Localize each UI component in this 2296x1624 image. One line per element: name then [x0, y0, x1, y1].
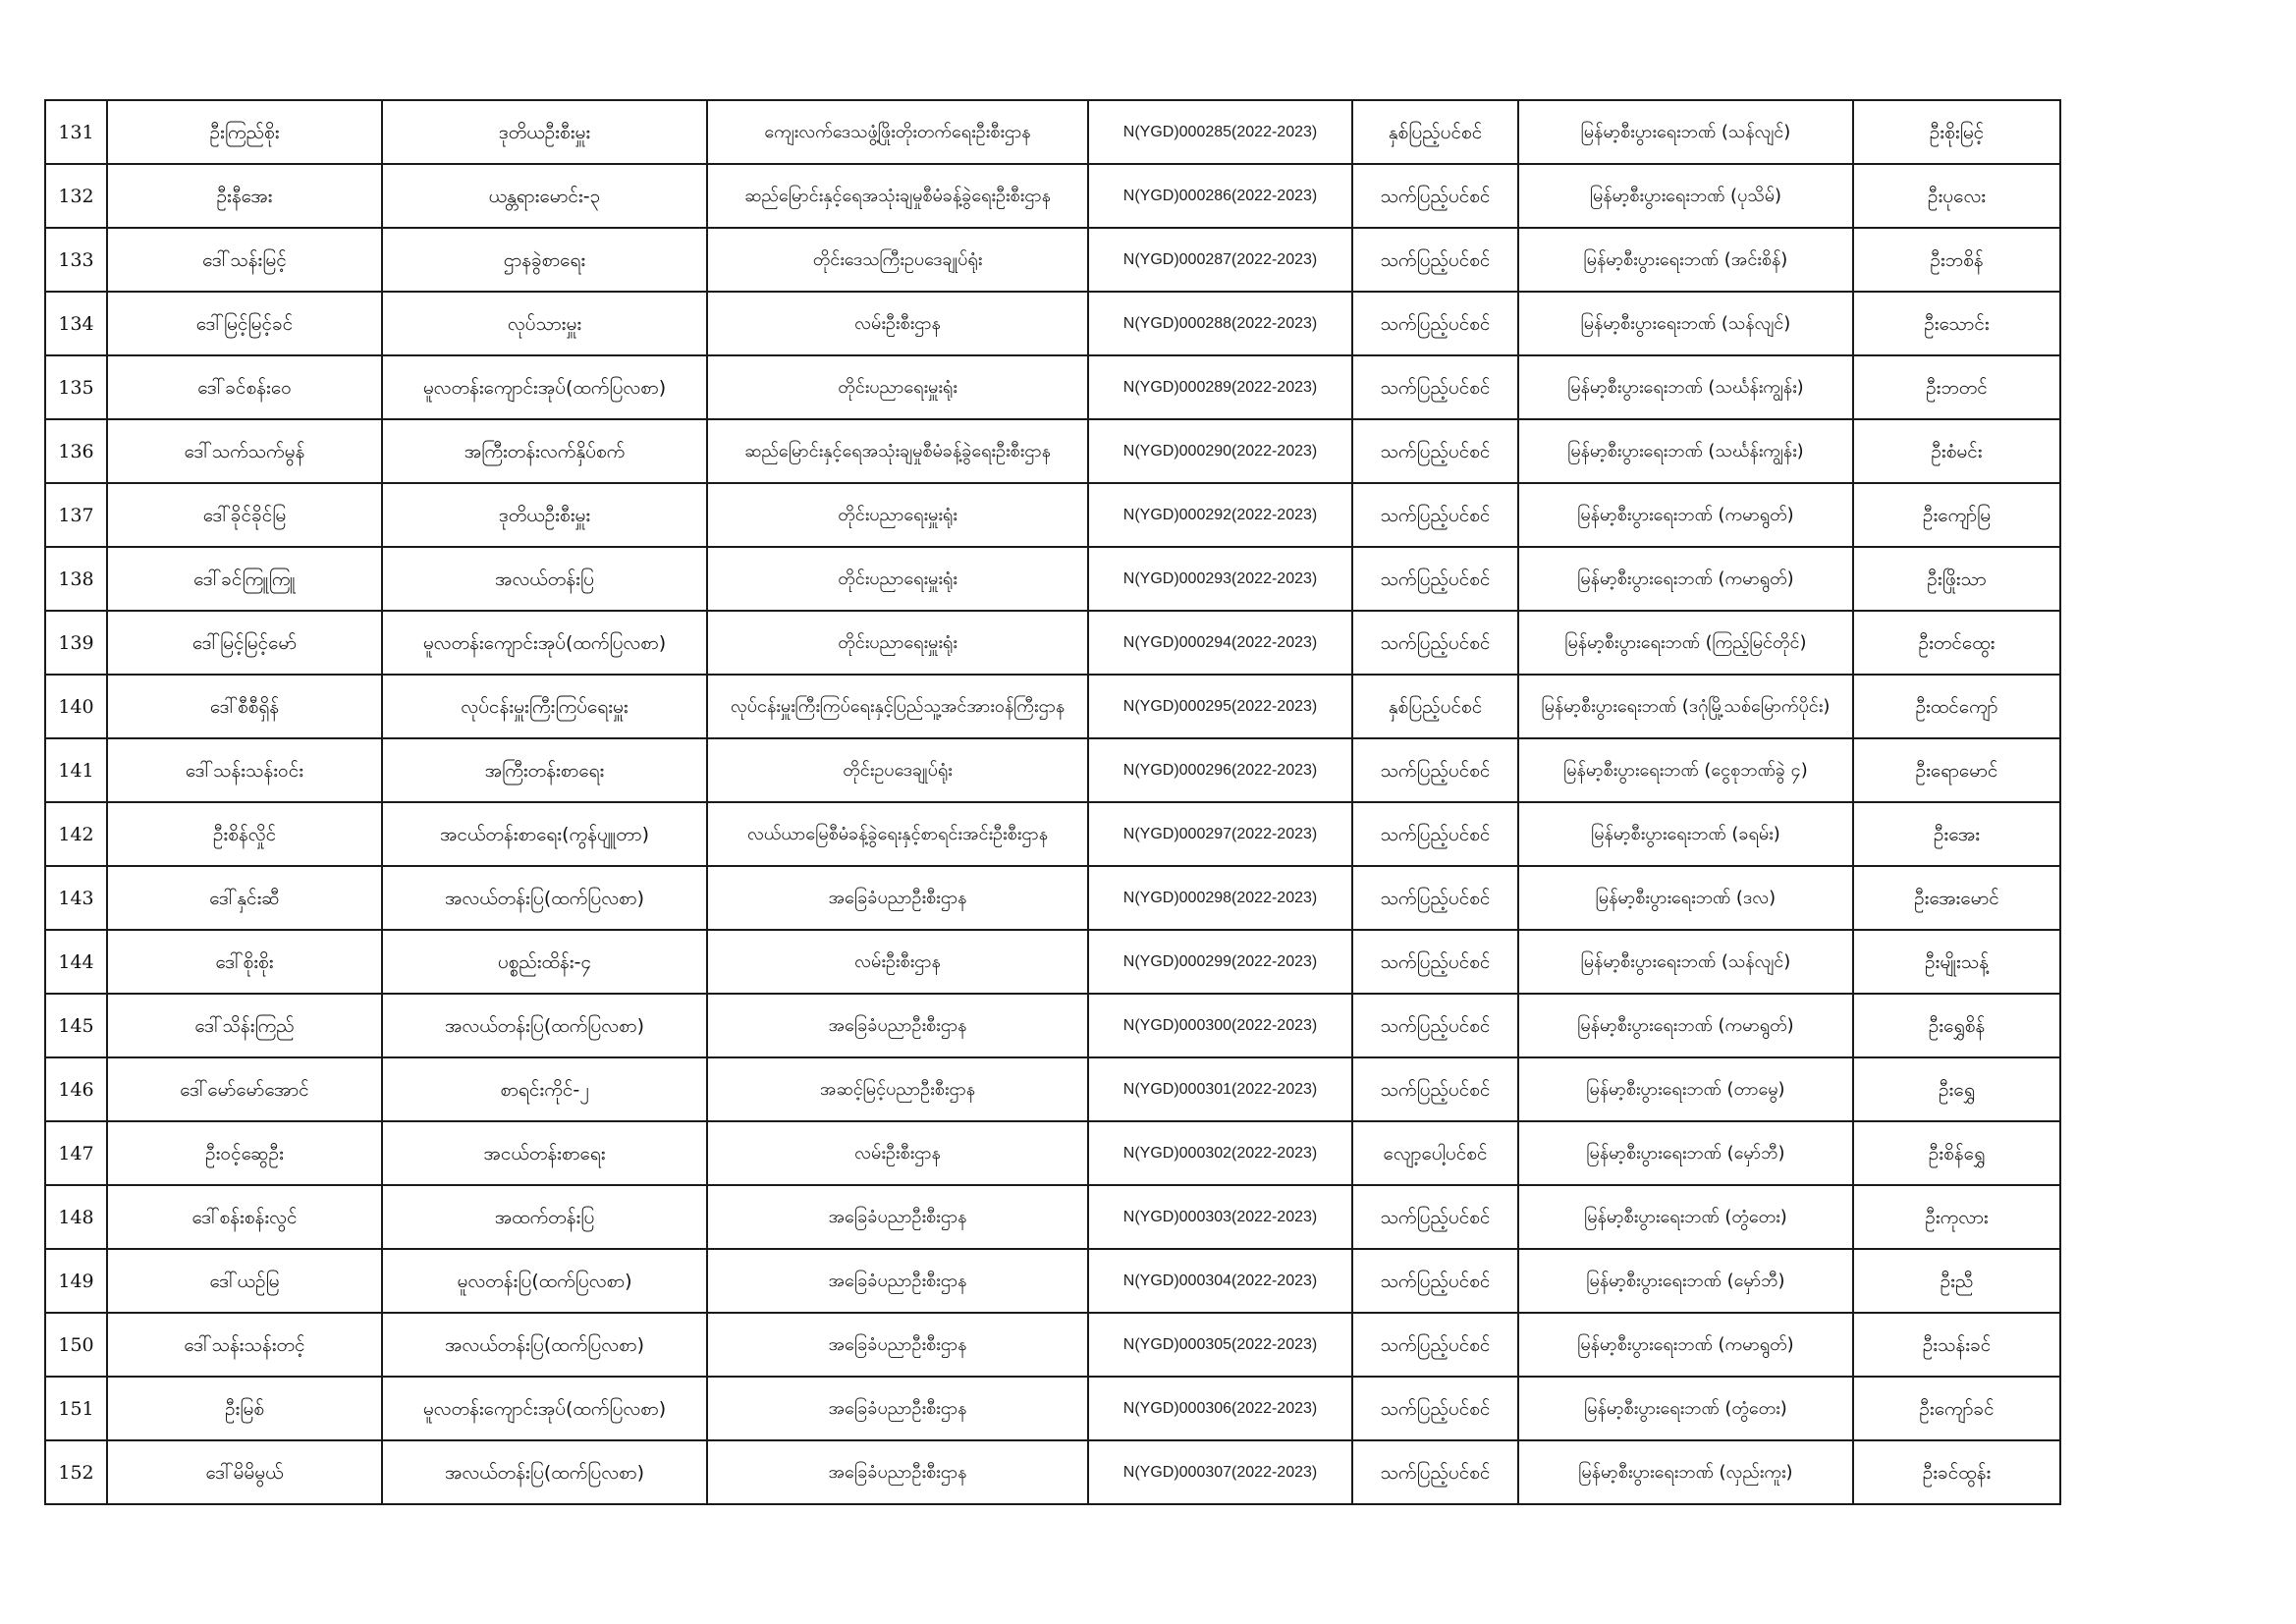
row-number-cell: 140 — [45, 675, 107, 738]
father-name-cell: ဦးစိန်ရွှေ — [1853, 1121, 2060, 1185]
father-name-cell: ဦးရောမောင် — [1853, 738, 2060, 802]
name-cell: ဒေါ်စီစီရှိန် — [107, 675, 382, 738]
table-row — [45, 164, 2060, 228]
name-cell: ဒေါ်ခင်ကြူကြူ — [107, 547, 382, 611]
table-row — [45, 1440, 2060, 1504]
bank-branch-cell: မြန်မာ့စီးပွားရေးဘဏ် (မှော်ဘီ) — [1518, 1249, 1853, 1313]
department-cell: တိုင်းပညာရေးမှူးရုံး — [707, 355, 1088, 419]
table-row — [45, 1249, 2060, 1313]
bank-branch-cell: မြန်မာ့စီးပွားရေးဘဏ် (ကမာရွတ်) — [1518, 1313, 1853, 1377]
row-number-cell: 150 — [45, 1313, 107, 1377]
license-number-cell: N(YGD)000290(2022-2023) — [1088, 419, 1352, 483]
department-cell: တိုင်းဥပဒေချုပ်ရုံး — [707, 738, 1088, 802]
father-name-cell: ဦးအေးမောင် — [1853, 866, 2060, 930]
bank-branch-cell: မြန်မာ့စီးပွားရေးဘဏ် (ငွေစုဘဏ်ခွဲ ၄) — [1518, 738, 1853, 802]
row-number-cell: 132 — [45, 164, 107, 228]
pension-type-cell: သက်ပြည့်ပင်စင် — [1352, 164, 1518, 228]
row-number-cell: 139 — [45, 611, 107, 675]
bank-branch-cell: မြန်မာ့စီးပွားရေးဘဏ် (ကမာရွတ်) — [1518, 547, 1853, 611]
father-name-cell: ဦးကျော်ခင် — [1853, 1377, 2060, 1440]
row-number-cell: 144 — [45, 930, 107, 994]
position-cell: အထက်တန်းပြ — [382, 1185, 707, 1249]
department-cell: ဆည်မြောင်းနှင့်ရေအသုံးချမှုစီမံခန့်ခွဲရေးဦးစီးဌာန — [707, 419, 1088, 483]
row-number-cell: 133 — [45, 228, 107, 292]
table-row — [45, 802, 2060, 866]
bank-branch-cell: မြန်မာ့စီးပွားရေးဘဏ် (သန်လျင်) — [1518, 292, 1853, 355]
license-number-cell: N(YGD)000293(2022-2023) — [1088, 547, 1352, 611]
position-cell: ဒုတိယဦးစီးမှူး — [382, 100, 707, 164]
father-name-cell: ဦးဘတင် — [1853, 355, 2060, 419]
name-cell: ဒေါ်စိုးစိုး — [107, 930, 382, 994]
father-name-cell: ဦးခင်ထွန်း — [1853, 1440, 2060, 1504]
name-cell: ဒေါ်ယဉ်မြ — [107, 1249, 382, 1313]
license-number-cell: N(YGD)000295(2022-2023) — [1088, 675, 1352, 738]
father-name-cell: ဦးထင်ကျော် — [1853, 675, 2060, 738]
name-cell: ဒေါ်သက်သက်မွန် — [107, 419, 382, 483]
bank-branch-cell: မြန်မာ့စီးပွားရေးဘဏ် (လှည်းကူး) — [1518, 1440, 1853, 1504]
license-number-cell: N(YGD)000303(2022-2023) — [1088, 1185, 1352, 1249]
name-cell: ဒေါ်သန်းမြင့် — [107, 228, 382, 292]
pension-type-cell: သက်ပြည့်ပင်စင် — [1352, 1440, 1518, 1504]
license-number-cell: N(YGD)000296(2022-2023) — [1088, 738, 1352, 802]
row-number-cell: 145 — [45, 994, 107, 1057]
bank-branch-cell: မြန်မာ့စီးပွားရေးဘဏ် (သန်လျင်) — [1518, 930, 1853, 994]
table-row — [45, 1121, 2060, 1185]
father-name-cell: ဦးဖြိုးသာ — [1853, 547, 2060, 611]
position-cell: လုပ်သားမှူး — [382, 292, 707, 355]
bank-branch-cell: မြန်မာ့စီးပွားရေးဘဏ် (သင်္ဃန်းကျွန်း) — [1518, 355, 1853, 419]
father-name-cell: ဦးရွှေ — [1853, 1057, 2060, 1121]
name-cell: ဒေါ်သန်းသန်းဝင်း — [107, 738, 382, 802]
position-cell: ဌာနခွဲစာရေး — [382, 228, 707, 292]
bank-branch-cell: မြန်မာ့စီးပွားရေးဘဏ် (တာမွေ) — [1518, 1057, 1853, 1121]
bank-branch-cell: မြန်မာ့စီးပွားရေးဘဏ် (မှော်ဘီ) — [1518, 1121, 1853, 1185]
license-number-cell: N(YGD)000288(2022-2023) — [1088, 292, 1352, 355]
table-row — [45, 1377, 2060, 1440]
name-cell: ဒေါ်နှင်းဆီ — [107, 866, 382, 930]
name-cell: ဦးစိန်လှိုင် — [107, 802, 382, 866]
table-row — [45, 930, 2060, 994]
position-cell: အငယ်တန်းစာရေး(ကွန်ပျူတာ) — [382, 802, 707, 866]
row-number-cell: 142 — [45, 802, 107, 866]
name-cell: ဒေါ်မိမိမွယ် — [107, 1440, 382, 1504]
department-cell: အဆင့်မြင့်ပညာဦးစီးဌာန — [707, 1057, 1088, 1121]
father-name-cell: ဦးပုလေး — [1853, 164, 2060, 228]
pension-type-cell: သက်ပြည့်ပင်စင် — [1352, 1377, 1518, 1440]
row-number-cell: 149 — [45, 1249, 107, 1313]
department-cell: လုပ်ငန်းမှူးကြီးကြပ်ရေးနှင့်ပြည်သူ့အင်အားဝန်ကြီးဌာန — [707, 675, 1088, 738]
bank-branch-cell: မြန်မာ့စီးပွားရေးဘဏ် (ကမာရွတ်) — [1518, 483, 1853, 547]
pension-type-cell: နှစ်ပြည့်ပင်စင် — [1352, 675, 1518, 738]
name-cell: ဦးဝင့်ဆွေဦး — [107, 1121, 382, 1185]
bank-branch-cell: မြန်မာ့စီးပွားရေးဘဏ် (သင်္ဃန်းကျွန်း) — [1518, 419, 1853, 483]
bank-branch-cell: မြန်မာ့စီးပွားရေးဘဏ် (ခရမ်း) — [1518, 802, 1853, 866]
license-number-cell: N(YGD)000292(2022-2023) — [1088, 483, 1352, 547]
row-number-cell: 138 — [45, 547, 107, 611]
position-cell: မူလတန်းပြ(ထက်ပြလစာ) — [382, 1249, 707, 1313]
row-number-cell: 148 — [45, 1185, 107, 1249]
department-cell: လမ်းဦးစီးဌာန — [707, 1121, 1088, 1185]
father-name-cell: ဦးညီ — [1853, 1249, 2060, 1313]
pension-type-cell: သက်ပြည့်ပင်စင် — [1352, 1249, 1518, 1313]
license-number-cell: N(YGD)000301(2022-2023) — [1088, 1057, 1352, 1121]
position-cell: မူလတန်းကျောင်းအုပ်(ထက်ပြလစာ) — [382, 1377, 707, 1440]
table-row — [45, 994, 2060, 1057]
bank-branch-cell: မြန်မာ့စီးပွားရေးဘဏ် (ကြည့်မြင်တိုင်) — [1518, 611, 1853, 675]
father-name-cell: ဦးတင်ထွေး — [1853, 611, 2060, 675]
license-number-cell: N(YGD)000289(2022-2023) — [1088, 355, 1352, 419]
position-cell: မူလတန်းကျောင်းအုပ်(ထက်ပြလစာ) — [382, 611, 707, 675]
row-number-cell: 151 — [45, 1377, 107, 1440]
pension-type-cell: သက်ပြည့်ပင်စင် — [1352, 994, 1518, 1057]
department-cell: ဆည်မြောင်းနှင့်ရေအသုံးချမှုစီမံခန့်ခွဲရေးဦးစီးဌာန — [707, 164, 1088, 228]
department-cell: လယ်ယာမြေစီမံခန့်ခွဲရေးနှင့်စာရင်းအင်းဦးစီးဌာန — [707, 802, 1088, 866]
table-row — [45, 419, 2060, 483]
bank-branch-cell: မြန်မာ့စီးပွားရေးဘဏ် (အင်းစိန်) — [1518, 228, 1853, 292]
father-name-cell: ဦးသန်းခင် — [1853, 1313, 2060, 1377]
name-cell: ဦးမြစ် — [107, 1377, 382, 1440]
department-cell: အခြေခံပညာဦးစီးဌာန — [707, 1313, 1088, 1377]
position-cell: အကြီးတန်းစာရေး — [382, 738, 707, 802]
position-cell: ဒုတိယဦးစီးမှူး — [382, 483, 707, 547]
license-number-cell: N(YGD)000304(2022-2023) — [1088, 1249, 1352, 1313]
name-cell: ဒေါ်ခင်စန်းဝေ — [107, 355, 382, 419]
department-cell: တိုင်းပညာရေးမှူးရုံး — [707, 483, 1088, 547]
name-cell: ဦးကြည်စိုး — [107, 100, 382, 164]
table-row — [45, 228, 2060, 292]
table-row — [45, 1057, 2060, 1121]
license-number-cell: N(YGD)000294(2022-2023) — [1088, 611, 1352, 675]
father-name-cell: ဦးစံမင်း — [1853, 419, 2060, 483]
father-name-cell: ဦးမျိုးသန့် — [1853, 930, 2060, 994]
position-cell: အငယ်တန်းစာရေး — [382, 1121, 707, 1185]
father-name-cell: ဦးစိုးမြင့် — [1853, 100, 2060, 164]
department-cell: လမ်းဦးစီးဌာန — [707, 292, 1088, 355]
table-row — [45, 1185, 2060, 1249]
position-cell: ပစ္စည်းထိန်း-၄ — [382, 930, 707, 994]
department-cell: ကျေးလက်ဒေသဖွံ့ဖြိုးတိုးတက်ရေးဦးစီးဌာန — [707, 100, 1088, 164]
position-cell: အလယ်တန်းပြ — [382, 547, 707, 611]
pension-type-cell: သက်ပြည့်ပင်စင် — [1352, 547, 1518, 611]
table-row — [45, 355, 2060, 419]
row-number-cell: 143 — [45, 866, 107, 930]
bank-branch-cell: မြန်မာ့စီးပွားရေးဘဏ် (ဒလ) — [1518, 866, 1853, 930]
position-cell: မူလတန်းကျောင်းအုပ်(ထက်ပြလစာ) — [382, 355, 707, 419]
row-number-cell: 147 — [45, 1121, 107, 1185]
row-number-cell: 136 — [45, 419, 107, 483]
department-cell: တိုင်းဒေသကြီးဥပဒေချုပ်ရုံး — [707, 228, 1088, 292]
name-cell: ဒေါ်သန်းသန်းတင့် — [107, 1313, 382, 1377]
name-cell: ဒေါ်ခိုင်ခိုင်မြ — [107, 483, 382, 547]
department-cell: အခြေခံပညာဦးစီးဌာန — [707, 1377, 1088, 1440]
bank-branch-cell: မြန်မာ့စီးပွားရေးဘဏ် (တွံတေး) — [1518, 1185, 1853, 1249]
position-cell: လုပ်ငန်းမှူးကြီးကြပ်ရေးမှူး — [382, 675, 707, 738]
pension-type-cell: သက်ပြည့်ပင်စင် — [1352, 355, 1518, 419]
table-row — [45, 738, 2060, 802]
department-cell: လမ်းဦးစီးဌာန — [707, 930, 1088, 994]
department-cell: တိုင်းပညာရေးမှူးရုံး — [707, 611, 1088, 675]
department-cell: အခြေခံပညာဦးစီးဌာန — [707, 1185, 1088, 1249]
pension-type-cell: သက်ပြည့်ပင်စင် — [1352, 802, 1518, 866]
table-row — [45, 547, 2060, 611]
row-number-cell: 131 — [45, 100, 107, 164]
pension-type-cell: သက်ပြည့်ပင်စင် — [1352, 419, 1518, 483]
pension-type-cell: သက်ပြည့်ပင်စင် — [1352, 228, 1518, 292]
position-cell: ယန္တရားမောင်း-၃ — [382, 164, 707, 228]
name-cell: ဒေါ်မြင့်မြင့်ခင် — [107, 292, 382, 355]
name-cell: ဒေါ်မြင့်မြင့်မော် — [107, 611, 382, 675]
pension-type-cell: လျော့ပေါ့ပင်စင် — [1352, 1121, 1518, 1185]
license-number-cell: N(YGD)000306(2022-2023) — [1088, 1377, 1352, 1440]
pension-type-cell: သက်ပြည့်ပင်စင် — [1352, 1313, 1518, 1377]
bank-branch-cell: မြန်မာ့စီးပွားရေးဘဏ် (ပုသိမ်) — [1518, 164, 1853, 228]
pension-type-cell: သက်ပြည့်ပင်စင် — [1352, 866, 1518, 930]
position-cell: အကြီးတန်းလက်နှိပ်စက် — [382, 419, 707, 483]
pension-records-table — [44, 99, 2061, 1505]
position-cell: စာရင်းကိုင်-၂ — [382, 1057, 707, 1121]
table-body — [45, 100, 2060, 1504]
father-name-cell: ဦးဘစိန် — [1853, 228, 2060, 292]
pension-type-cell: သက်ပြည့်ပင်စင် — [1352, 1057, 1518, 1121]
license-number-cell: N(YGD)000300(2022-2023) — [1088, 994, 1352, 1057]
license-number-cell: N(YGD)000287(2022-2023) — [1088, 228, 1352, 292]
table-row — [45, 100, 2060, 164]
pension-type-cell: နှစ်ပြည့်ပင်စင် — [1352, 100, 1518, 164]
bank-branch-cell: မြန်မာ့စီးပွားရေးဘဏ် (သန်လျင်) — [1518, 100, 1853, 164]
pension-type-cell: သက်ပြည့်ပင်စင် — [1352, 292, 1518, 355]
bank-branch-cell: မြန်မာ့စီးပွားရေးဘဏ် (ကမာရွတ်) — [1518, 994, 1853, 1057]
name-cell: ဒေါ်သိန်းကြည် — [107, 994, 382, 1057]
department-cell: အခြေခံပညာဦးစီးဌာန — [707, 1249, 1088, 1313]
department-cell: တိုင်းပညာရေးမှူးရုံး — [707, 547, 1088, 611]
license-number-cell: N(YGD)000302(2022-2023) — [1088, 1121, 1352, 1185]
table-row — [45, 1313, 2060, 1377]
row-number-cell: 137 — [45, 483, 107, 547]
table-row — [45, 611, 2060, 675]
license-number-cell: N(YGD)000286(2022-2023) — [1088, 164, 1352, 228]
position-cell: အလယ်တန်းပြ(ထက်ပြလစာ) — [382, 866, 707, 930]
father-name-cell: ဦးအေး — [1853, 802, 2060, 866]
table-row — [45, 866, 2060, 930]
department-cell: အခြေခံပညာဦးစီးဌာန — [707, 1440, 1088, 1504]
bank-branch-cell: မြန်မာ့စီးပွားရေးဘဏ် (ဒဂုံမြို့သစ်မြောက်ပိုင်း) — [1518, 675, 1853, 738]
license-number-cell: N(YGD)000299(2022-2023) — [1088, 930, 1352, 994]
pension-type-cell: သက်ပြည့်ပင်စင် — [1352, 738, 1518, 802]
pension-type-cell: သက်ပြည့်ပင်စင် — [1352, 483, 1518, 547]
row-number-cell: 134 — [45, 292, 107, 355]
license-number-cell: N(YGD)000307(2022-2023) — [1088, 1440, 1352, 1504]
table-row — [45, 675, 2060, 738]
license-number-cell: N(YGD)000298(2022-2023) — [1088, 866, 1352, 930]
license-number-cell: N(YGD)000297(2022-2023) — [1088, 802, 1352, 866]
row-number-cell: 152 — [45, 1440, 107, 1504]
table-row — [45, 292, 2060, 355]
department-cell: အခြေခံပညာဦးစီးဌာန — [707, 866, 1088, 930]
position-cell: အလယ်တန်းပြ(ထက်ပြလစာ) — [382, 1440, 707, 1504]
license-number-cell: N(YGD)000285(2022-2023) — [1088, 100, 1352, 164]
bank-branch-cell: မြန်မာ့စီးပွားရေးဘဏ် (တွံတေး) — [1518, 1377, 1853, 1440]
father-name-cell: ဦးရွှေစိန် — [1853, 994, 2060, 1057]
name-cell: ဦးနီအေး — [107, 164, 382, 228]
position-cell: အလယ်တန်းပြ(ထက်ပြလစာ) — [382, 994, 707, 1057]
department-cell: အခြေခံပညာဦးစီးဌာန — [707, 994, 1088, 1057]
license-number-cell: N(YGD)000305(2022-2023) — [1088, 1313, 1352, 1377]
name-cell: ဒေါ်စန်းစန်းလွင် — [107, 1185, 382, 1249]
father-name-cell: ဦးသောင်း — [1853, 292, 2060, 355]
position-cell: အလယ်တန်းပြ(ထက်ပြလစာ) — [382, 1313, 707, 1377]
row-number-cell: 146 — [45, 1057, 107, 1121]
pension-type-cell: သက်ပြည့်ပင်စင် — [1352, 1185, 1518, 1249]
name-cell: ဒေါ်မော်မော်အောင် — [107, 1057, 382, 1121]
father-name-cell: ဦးကုလား — [1853, 1185, 2060, 1249]
father-name-cell: ဦးကျော်မြ — [1853, 483, 2060, 547]
table-row — [45, 483, 2060, 547]
row-number-cell: 141 — [45, 738, 107, 802]
pension-type-cell: သက်ပြည့်ပင်စင် — [1352, 930, 1518, 994]
pension-type-cell: သက်ပြည့်ပင်စင် — [1352, 611, 1518, 675]
row-number-cell: 135 — [45, 355, 107, 419]
